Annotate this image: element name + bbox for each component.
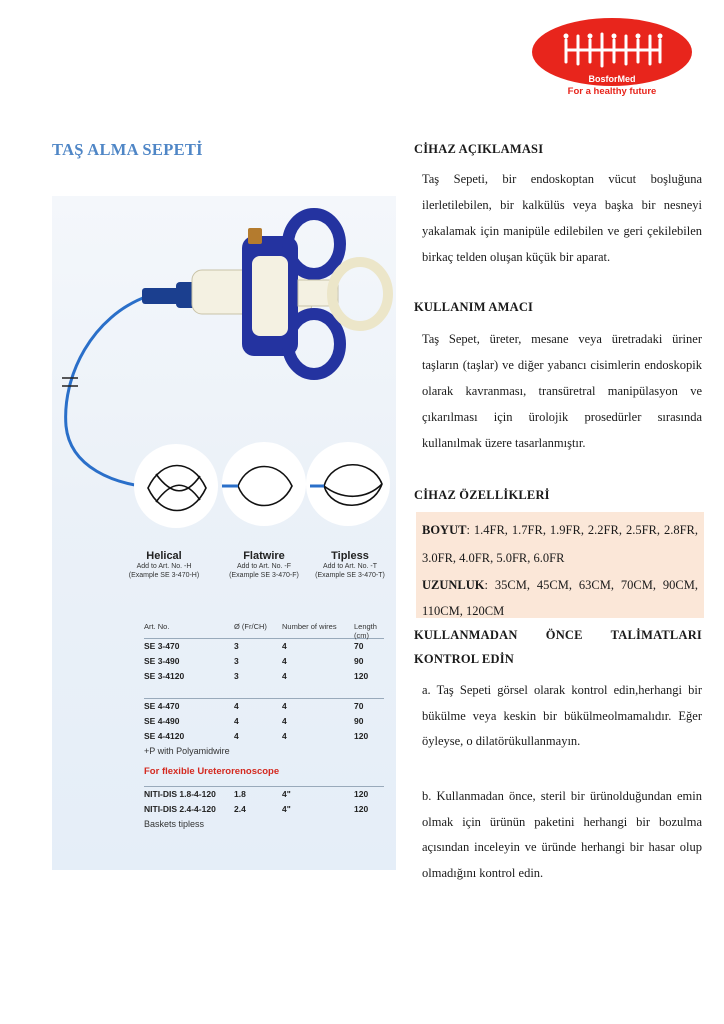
cell-art: SE 4-490: [144, 716, 180, 726]
product-image: [52, 196, 396, 870]
cell-art: SE 4-470: [144, 701, 180, 711]
heading-instructions-line1: KULLANMADAN ÖNCE TALİMATLARI: [414, 628, 702, 642]
header-length: Length (cm): [354, 622, 377, 640]
basket-add: Add to Art. No. -F: [236, 563, 292, 570]
cell-art: NITI-DIS 1.8-4-120: [144, 789, 216, 799]
instruction-step-b: b. Kullanmadan önce, steril bir ürünolduğundan emin olmak için ürünün paketini herhangi bir bozulma açısından inceleyin ve üründe herhangi bir hasar olup olmadığını kontrol edin.: [422, 789, 702, 880]
cell-art: SE 3-470: [144, 641, 180, 651]
page-title: TAŞ ALMA SEPETİ: [52, 140, 203, 159]
table-divider: [144, 638, 384, 639]
header-art-no: Art. No.: [144, 622, 170, 631]
cell-length: 120: [354, 731, 369, 741]
table-row: [144, 804, 384, 819]
heading-intended-use: KULLANIM AMACI: [414, 300, 534, 314]
header-diameter: Ø (Fr/CH): [234, 622, 267, 631]
heading-device-description: CİHAZ AÇIKLAMASI: [414, 142, 544, 156]
cell-art: SE 3-490: [144, 656, 180, 666]
table-row: [144, 716, 384, 731]
cell-length: 120: [354, 671, 369, 681]
cell-art: NITI-DIS 2.4-4-120: [144, 804, 216, 814]
size-label: BOYUT: [422, 523, 467, 537]
logo-tagline: For a healthy future: [567, 86, 657, 97]
basket-add: Add to Art. No. -H: [136, 563, 192, 570]
article-spec-table: [144, 622, 384, 835]
table-divider: [144, 698, 384, 699]
logo-mark-icon: [558, 30, 668, 70]
cell-wires: 4: [282, 716, 287, 726]
table-divider: [144, 786, 384, 787]
cell-length: 70: [354, 641, 364, 651]
table-note-polyamid: +P with Polyamidwire: [144, 746, 230, 756]
heading-device-features: CİHAZ ÖZELLİKLERİ: [414, 488, 550, 502]
cell-diameter: 3: [234, 671, 239, 681]
cell-wires: 4: [282, 656, 287, 666]
cell-diameter: 4: [234, 701, 239, 711]
cell-diameter: 3: [234, 641, 239, 651]
basket-label-tipless: [300, 550, 396, 580]
cell-diameter: 2.4: [234, 804, 246, 814]
size-line: [422, 516, 698, 572]
length-line: [422, 572, 698, 624]
cell-diameter: 1.8: [234, 789, 246, 799]
basket-example: (Example SE 3-470-F): [229, 572, 299, 579]
cell-length: 120: [354, 804, 369, 814]
cell-diameter: 4: [234, 716, 239, 726]
heading-instructions-line2: KONTROL EDİN: [414, 652, 514, 666]
size-value: : 1.4FR, 1.7FR, 1.9FR, 2.2FR, 2.5FR, 2.8FR, 3.0FR, 4.0FR, 5.0FR, 6.0FR: [422, 523, 698, 565]
paragraph-device-description: Taş Sepeti, bir endoskoptan vücut boşluğuna ilerletilebilen, bir kalkülüs veya başka bir nesneyi yakalamak için manipüle edilebilen ve geri çekilebilen birkaç telden oluşan küçük bir aparat.: [422, 172, 702, 264]
paragraph-intended-use: Taş Sepet, üreter, mesane veya üretradaki üriner taşların (taşlar) ve diğer yabancı cisimlerin endoskopik olarak kavranması, transüretral manipülasyon ve çıkarılması için ürolojik prosedürler sırasında kullanılmak üzere tasarlanmıştır.: [422, 332, 702, 450]
cell-length: 90: [354, 716, 364, 726]
cell-diameter: 3: [234, 656, 239, 666]
basket-name: Helical: [146, 550, 182, 562]
table-row: [144, 641, 384, 656]
cell-wires: 4": [282, 804, 291, 814]
table-row: [144, 789, 384, 804]
basket-example: (Example SE 3-470-T): [315, 572, 385, 579]
length-box: [416, 568, 704, 618]
table-row: [144, 731, 384, 746]
basket-add: Add to Art. No. -T: [322, 563, 378, 570]
basket-name: Tipless: [331, 550, 369, 562]
logo-brand-name: BosforMed: [588, 74, 636, 84]
table-note-tipless: Baskets tipless: [144, 819, 205, 829]
cell-wires: 4": [282, 789, 291, 799]
cell-wires: 4: [282, 731, 287, 741]
length-value: : 35CM, 45CM, 63CM, 70CM, 90CM, 110CM, 120CM: [422, 578, 698, 618]
cell-wires: 4: [282, 671, 287, 681]
flexible-ureteroscope-title: For flexible Ureterorenoscope: [144, 766, 280, 777]
instruction-step-a: a. Taş Sepeti görsel olarak kontrol edin,herhangi bir bükülme veya keskin bir bükülmeolmamalıdır. Eğer öyleyse, o dilatörükullanmayın.: [422, 683, 702, 748]
cell-length: 120: [354, 789, 369, 799]
length-label: UZUNLUK: [422, 578, 485, 592]
header-wires: Number of wires: [282, 622, 337, 631]
cell-art: SE 3-4120: [144, 671, 185, 681]
table-row: [144, 671, 384, 686]
cell-wires: 4: [282, 701, 287, 711]
basket-label-flatwire: [214, 550, 314, 580]
cell-wires: 4: [282, 641, 287, 651]
table-header: [144, 622, 384, 640]
basket-name: Flatwire: [243, 550, 285, 562]
cell-length: 70: [354, 701, 364, 711]
basket-example: (Example SE 3-470-H): [128, 572, 200, 579]
stone-basket-device-illustration: [52, 196, 396, 556]
basket-label-helical: [114, 550, 214, 580]
table-row: [144, 656, 384, 671]
cell-art: SE 4-4120: [144, 731, 185, 741]
basket-type-labels: [52, 550, 396, 600]
table-row: [144, 701, 384, 716]
cell-length: 90: [354, 656, 364, 666]
cell-diameter: 4: [234, 731, 239, 741]
brand-logo: [528, 10, 696, 110]
